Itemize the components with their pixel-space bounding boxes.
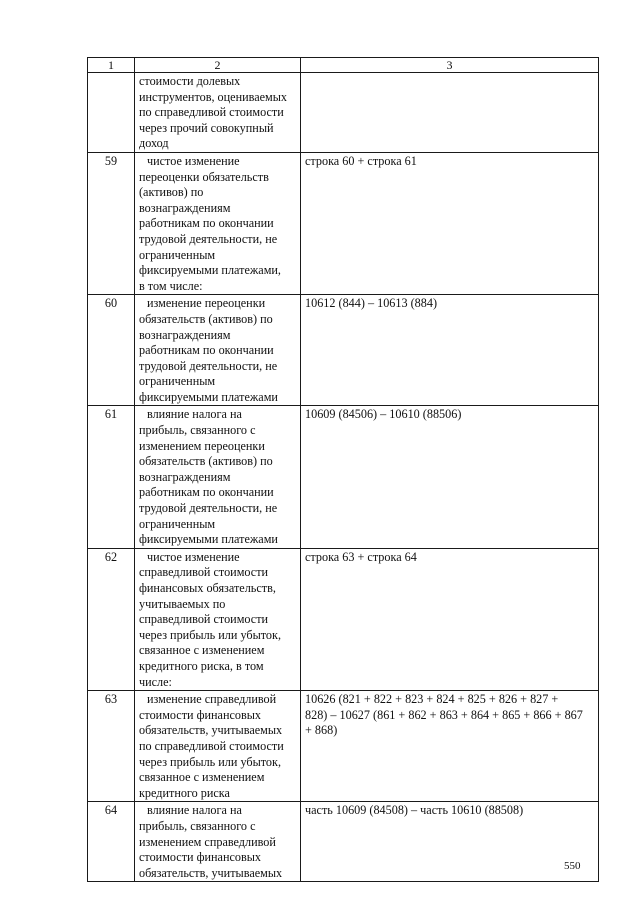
description-cell <box>135 802 301 882</box>
formula-cell <box>301 802 599 882</box>
description-line: по справедливой стоимости <box>139 738 284 753</box>
column-header-2: 2 <box>135 58 301 73</box>
row-number-cell: 59 <box>88 152 135 294</box>
description-cell <box>135 295 301 406</box>
column-header-3: 3 <box>301 58 599 73</box>
description-line: влияние налога на <box>147 803 242 818</box>
formula-line: + 868) <box>305 723 338 738</box>
formula-cell <box>301 406 599 548</box>
row-number-cell <box>88 73 135 153</box>
description-cell <box>135 152 301 294</box>
column-header-1: 1 <box>88 58 135 73</box>
description-line: ограниченным <box>139 516 216 531</box>
table-row <box>88 802 599 882</box>
description-line: изменением переоценки <box>139 438 265 453</box>
description-line: обязательств (активов) по <box>139 454 273 469</box>
description-line: обязательств, учитываемых <box>139 865 283 880</box>
page-number: 550 <box>564 860 581 872</box>
formula-line: строка 60 + строка 61 <box>305 153 417 168</box>
description-line: фиксируемыми платежами, <box>139 263 281 278</box>
formula-cell <box>301 295 599 406</box>
description-line: (активов) по <box>139 185 204 200</box>
description-line: работникам по окончании <box>139 343 274 358</box>
description-line: инструментов, оцениваемых <box>139 89 288 104</box>
description-line: фиксируемыми платежами <box>139 532 278 547</box>
description-line: вознаграждениям <box>139 469 231 484</box>
description-line: по справедливой стоимости <box>139 105 284 120</box>
description-line: изменение переоценки <box>147 296 266 311</box>
table-row <box>88 691 599 802</box>
description-line: через прочий совокупный <box>139 120 274 135</box>
formula-line: часть 10609 (84508) – часть 10610 (88508) <box>305 803 524 818</box>
description-line: стоимости финансовых <box>139 850 262 865</box>
description-line: числе: <box>139 674 172 689</box>
description-line: ограниченным <box>139 374 216 389</box>
description-line: учитываемых по <box>139 596 226 611</box>
description-line: через прибыль или убыток, <box>139 754 281 769</box>
description-line: изменение справедливой <box>147 692 277 707</box>
formula-line: 828) – 10627 (861 + 862 + 863 + 864 + 865 + 866 + 867 <box>305 707 583 722</box>
formula-line: 10609 (84506) – 10610 (88506) <box>305 407 462 422</box>
description-line: переоценки обязательств <box>139 169 269 184</box>
description-line: чистое изменение <box>147 153 240 168</box>
description-line: в том числе: <box>139 278 203 293</box>
formula-line: 10612 (844) – 10613 (884) <box>305 296 438 311</box>
description-line: изменением справедливой <box>139 834 276 849</box>
description-line: прибыль, связанного с <box>139 423 256 438</box>
description-line: влияние налога на <box>147 407 242 422</box>
description-line: через прибыль или убыток, <box>139 627 281 642</box>
description-line: работникам по окончании <box>139 216 274 231</box>
description-line: работникам по окончании <box>139 485 274 500</box>
row-number-cell: 63 <box>88 691 135 802</box>
description-line: справедливой стоимости <box>139 612 269 627</box>
row-number-cell: 64 <box>88 802 135 882</box>
description-line: стоимости долевых <box>139 74 241 88</box>
formula-line: 10626 (821 + 822 + 823 + 824 + 825 + 826 + 827 + <box>305 692 559 707</box>
description-line: трудовой деятельности, не <box>139 358 278 373</box>
description-cell <box>135 73 301 153</box>
row-number-cell: 62 <box>88 548 135 690</box>
description-line: вознаграждениям <box>139 200 231 215</box>
table-body <box>88 58 599 882</box>
description-cell <box>135 406 301 548</box>
description-cell <box>135 691 301 802</box>
description-line: чистое изменение <box>147 549 240 564</box>
table-row <box>88 548 599 690</box>
description-line: обязательств, учитываемых <box>139 723 283 738</box>
description-line: связанное с изменением <box>139 643 265 658</box>
description-line: справедливой стоимости <box>139 565 269 580</box>
description-line: трудовой деятельности, не <box>139 501 278 516</box>
formula-line: строка 63 + строка 64 <box>305 549 417 564</box>
description-line: кредитного риска, в том <box>139 658 264 673</box>
description-line: ограниченным <box>139 247 216 262</box>
description-line: трудовой деятельности, не <box>139 231 278 246</box>
description-cell <box>135 548 301 690</box>
formula-cell <box>301 73 599 153</box>
table-row <box>88 73 599 153</box>
description-line: фиксируемыми платежами <box>139 389 278 404</box>
formula-cell <box>301 548 599 690</box>
description-line: кредитного риска <box>139 785 230 800</box>
row-number-cell: 61 <box>88 406 135 548</box>
table-header-row <box>88 58 599 73</box>
description-line: прибыль, связанного с <box>139 818 256 833</box>
description-line: финансовых обязательств, <box>139 581 276 595</box>
formula-cell <box>301 691 599 802</box>
table-row <box>88 152 599 294</box>
row-number-cell: 60 <box>88 295 135 406</box>
formula-cell <box>301 152 599 294</box>
description-line: обязательств (активов) по <box>139 311 273 326</box>
description-line: стоимости финансовых <box>139 707 262 722</box>
table-row <box>88 406 599 548</box>
table-row <box>88 295 599 406</box>
description-line: доход <box>139 136 169 151</box>
regulation-table <box>87 57 599 882</box>
description-line: вознаграждениям <box>139 327 231 342</box>
description-line: связанное с изменением <box>139 770 265 785</box>
